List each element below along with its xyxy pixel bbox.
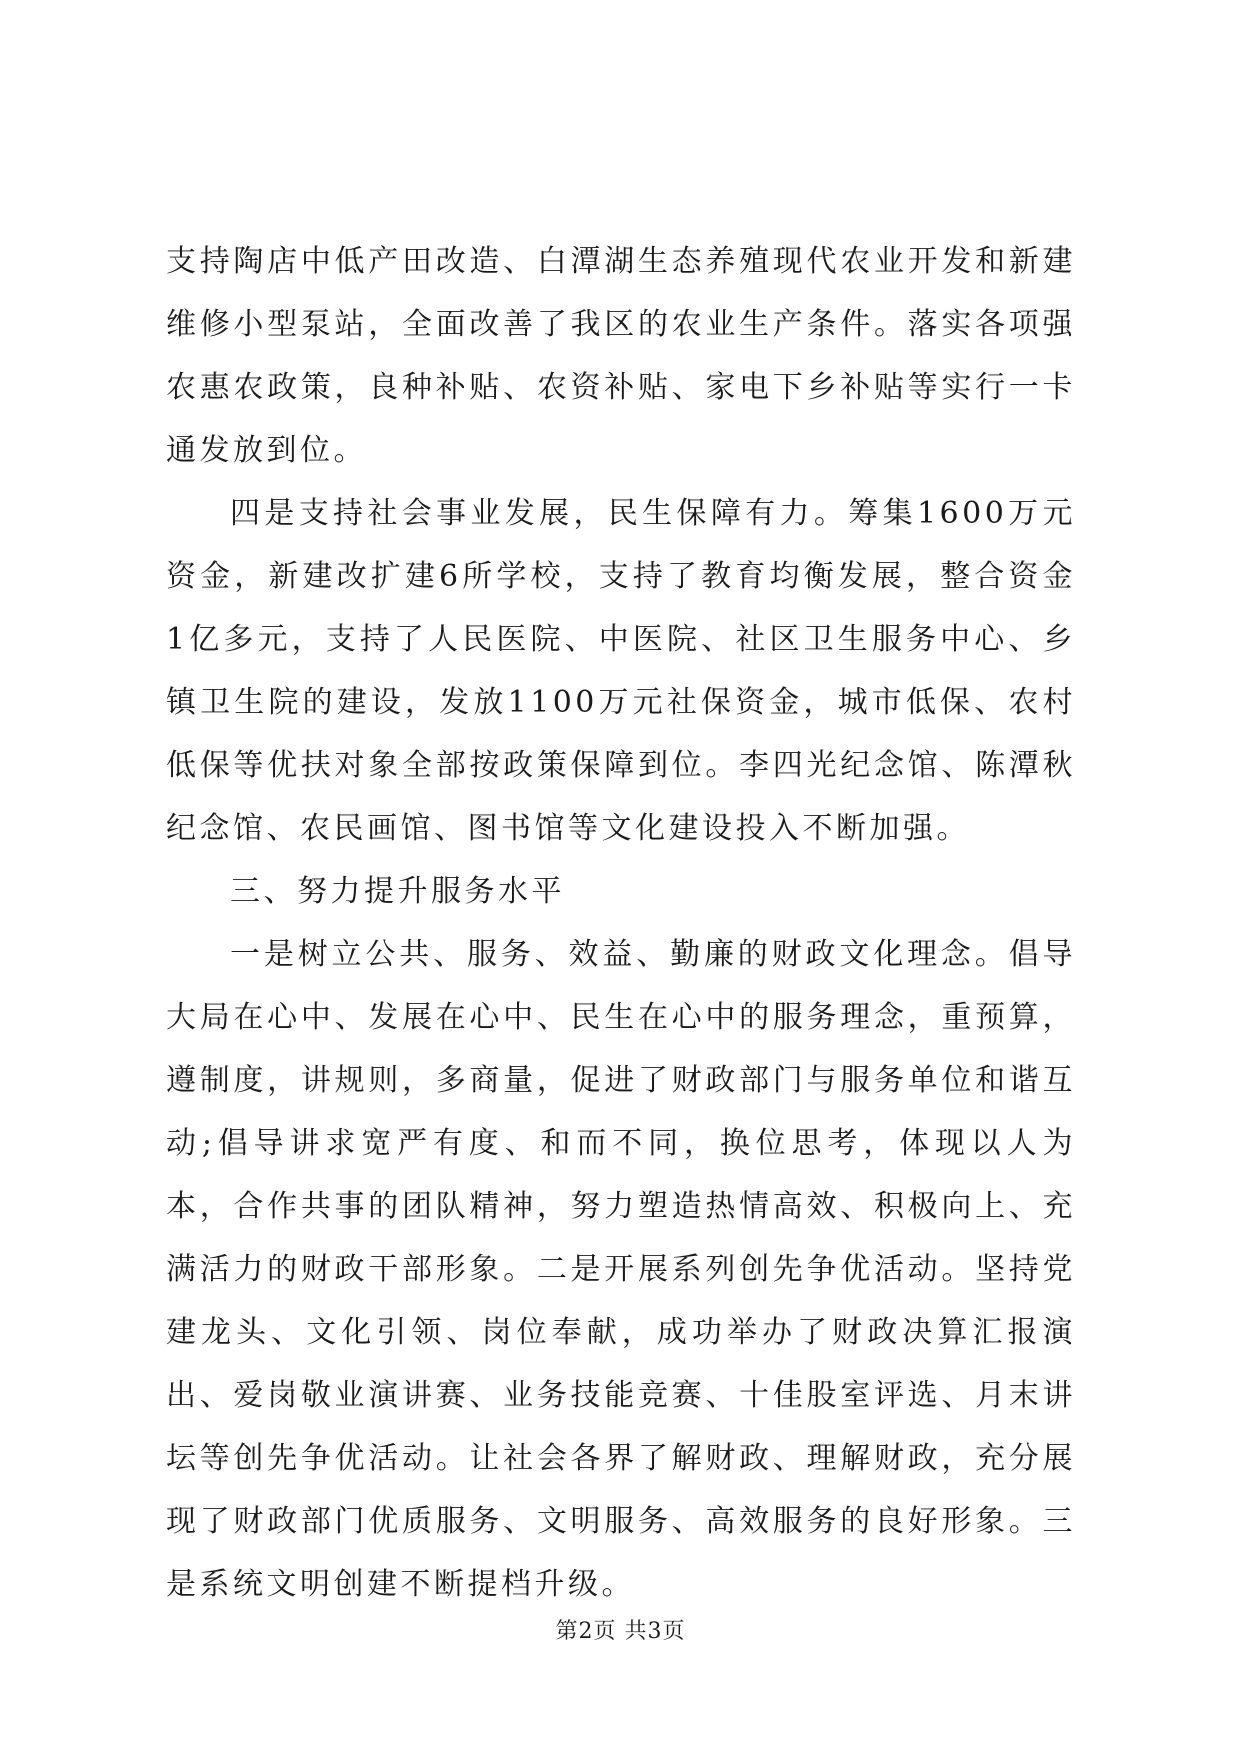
paragraph-agriculture: 支持陶店中低产田改造、白潭湖生态养殖现代农业开发和新建维修小型泵站，全面改善了我区的农业生产条件。落实各项强农惠农政策，良种补贴、农资补贴、家电下乡补贴等实行一卡通发放到位。 (166, 244, 1076, 468)
paragraph-social-development: 四是支持社会事业发展，民生保障有力。筹集1600万元资金，新建改扩建6所学校，支持了教育均衡发展，整合资金1亿多元，支持了人民医院、中医院、社区卫生服务中心、乡镇卫生院的建设，发放1100万元社保资金，城市低保、农村低保等优扶对象全部按政策保障到位。李四光纪念馆、陈潭秋纪念馆、农民画馆、图书馆等文化建设投入不断加强。 (166, 496, 1076, 846)
document-body (166, 230, 1076, 1616)
paragraph-service-culture: 一是树立公共、服务、效益、勤廉的财政文化理念。倡导大局在心中、发展在心中、民生在心中的服务理念，重预算，遵制度，讲规则，多商量，促进了财政部门与服务单位和谐互动;倡导讲求宽严有度、和而不同，换位思考，体现以人为本，合作共事的团队精神，努力塑造热情高效、积极向上、充满活力的财政干部形象。二是开展系列创先争优活动。坚持党建龙头、文化引领、岗位奉献，成功举办了财政决算汇报演出、爱岗敬业演讲赛、业务技能竞赛、十佳股室评选、月末讲坛等创先争优活动。让社会各界了解财政、理解财政，充分展现了财政部门优质服务、文明服务、高效服务的良好形象。三是系统文明创建不断提档升级。 (166, 937, 1076, 1602)
section-heading-service: 三、努力提升服务水平 (230, 874, 565, 909)
page-number-footer: 第2页 共3页 (555, 1619, 686, 1644)
